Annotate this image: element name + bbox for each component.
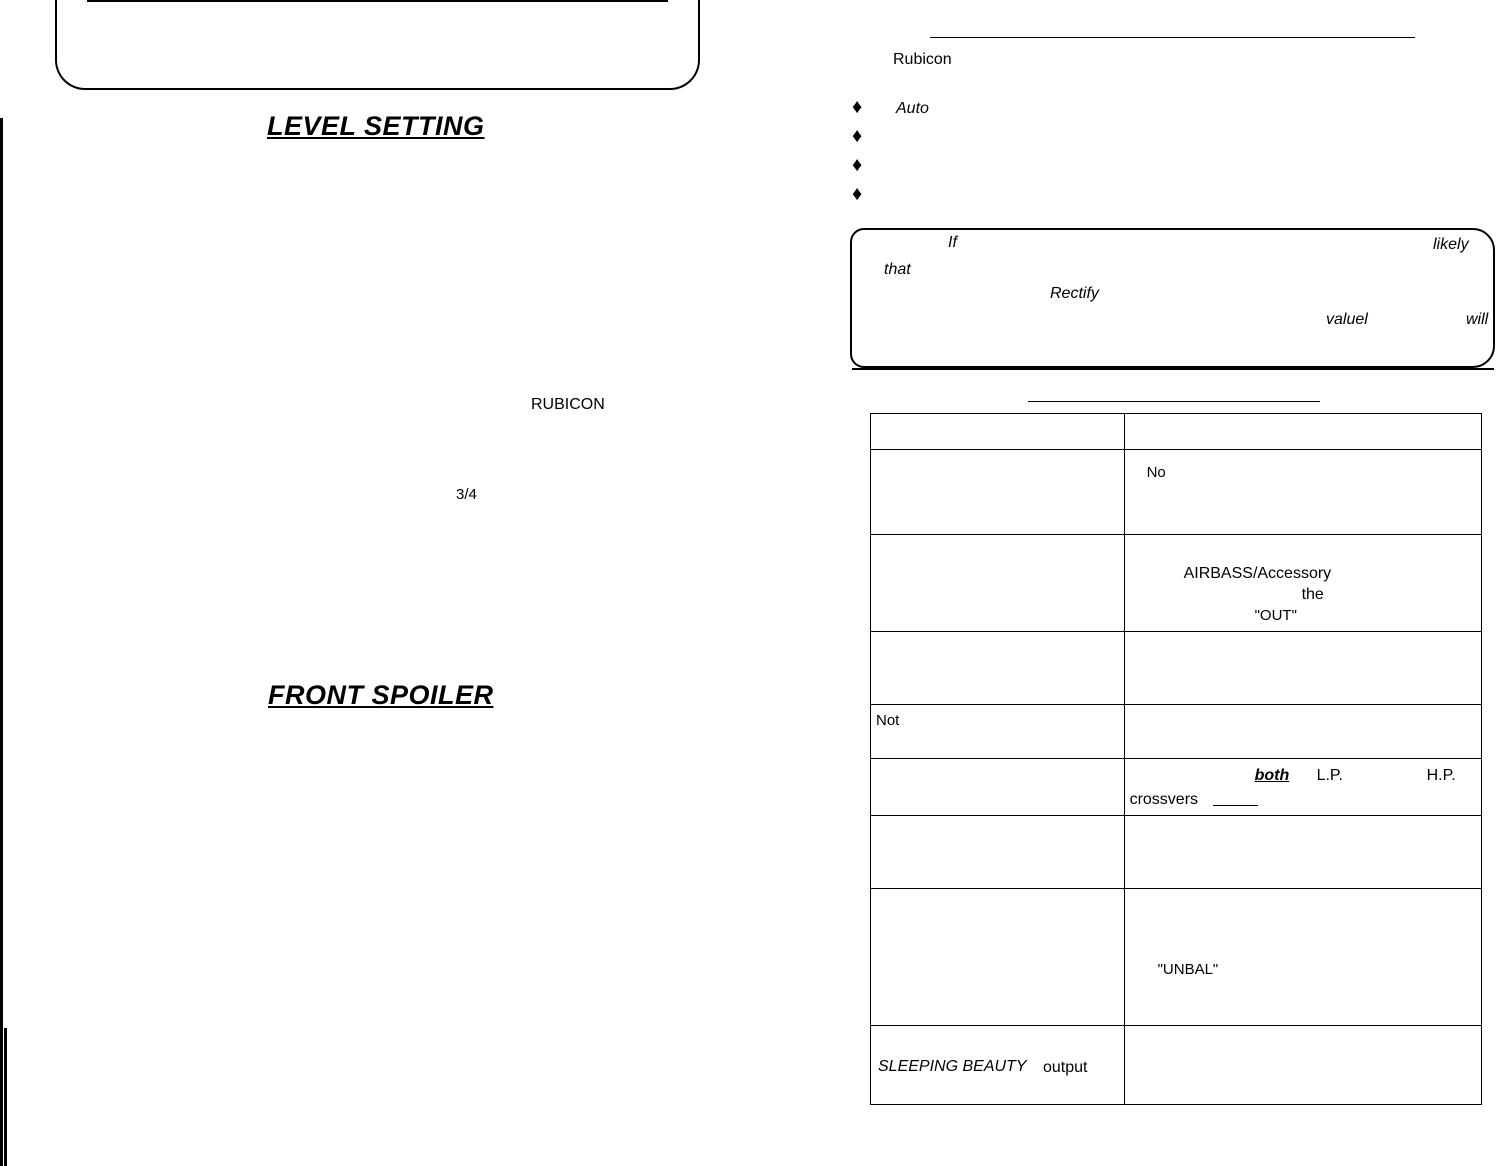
row2-no-text: No	[1146, 464, 1166, 481]
bullet-1: ♦	[852, 96, 863, 118]
table-row	[871, 450, 1482, 535]
row3-line3: "OUT"	[1254, 607, 1297, 624]
front-spoiler-heading: FRONT SPOILER	[268, 680, 494, 710]
table-row	[871, 705, 1482, 759]
row9-output: output	[1043, 1059, 1088, 1076]
bullet-4: ♦	[852, 183, 863, 205]
left-margin-bar-bottom	[4, 1028, 7, 1166]
table-cell	[871, 535, 1125, 632]
warning-callout-box	[850, 228, 1495, 368]
row6-blank-line	[1213, 805, 1258, 806]
bullet-3: ♦	[852, 154, 863, 176]
callout-if: If	[948, 234, 957, 251]
table-cell	[1124, 1026, 1481, 1105]
bullet-auto-text: Auto	[896, 100, 929, 117]
row6-hp: H.P.	[1426, 767, 1456, 784]
row3-line1: AIRBASS/Accessory	[1183, 565, 1332, 582]
table-cell	[871, 889, 1125, 1026]
row6-crossvers: crossvers	[1129, 791, 1199, 808]
fraction-text: 3/4	[456, 486, 477, 503]
callout-that: that	[884, 261, 911, 278]
table-cell	[1124, 889, 1481, 1026]
table-cell	[871, 414, 1125, 450]
table-row	[871, 889, 1482, 1026]
table-cell	[871, 816, 1125, 889]
table-cell	[1124, 414, 1481, 450]
rubicon-caps-text: RUBICON	[531, 396, 605, 413]
callout-will: will	[1466, 311, 1489, 328]
table-row	[871, 816, 1482, 889]
table-row	[871, 414, 1482, 450]
top-title-frame	[55, 0, 700, 90]
table-cell	[1124, 816, 1481, 889]
row9-sleeping-beauty: SLEEPING BEAUTY	[878, 1058, 1027, 1075]
row3-line2: the	[1301, 586, 1324, 603]
level-setting-heading: LEVEL SETTING	[267, 111, 485, 141]
callout-rectify: Rectify	[1050, 285, 1099, 302]
row6-lp: L.P.	[1316, 767, 1343, 784]
rubicon-text: Rubicon	[893, 51, 952, 68]
bullet-2: ♦	[852, 125, 863, 147]
table-cell	[871, 632, 1125, 705]
left-margin-bar	[0, 118, 3, 1166]
table-cell	[1124, 535, 1481, 632]
row5-not-text: Not	[876, 712, 900, 729]
right-top-rule	[930, 37, 1415, 38]
table-cell	[1124, 705, 1481, 759]
troubleshooting-table	[870, 413, 1482, 1105]
callout-likely: likely	[1433, 236, 1469, 253]
table-cell	[1124, 450, 1481, 535]
table-row	[871, 759, 1482, 816]
table-cell	[871, 759, 1125, 816]
table-row	[871, 1026, 1482, 1105]
row6-both: both	[1254, 767, 1290, 784]
table-cell	[1124, 632, 1481, 705]
table-row	[871, 632, 1482, 705]
table-row	[871, 535, 1482, 632]
table-cell	[871, 705, 1125, 759]
table-cell	[871, 1026, 1125, 1105]
callout-underline	[852, 368, 1494, 370]
table-cell	[871, 450, 1125, 535]
callout-value: valuel	[1326, 311, 1368, 328]
table-heading-rule	[1028, 401, 1320, 402]
table-cell	[1124, 759, 1481, 816]
row8-unbal: "UNBAL"	[1157, 961, 1219, 978]
